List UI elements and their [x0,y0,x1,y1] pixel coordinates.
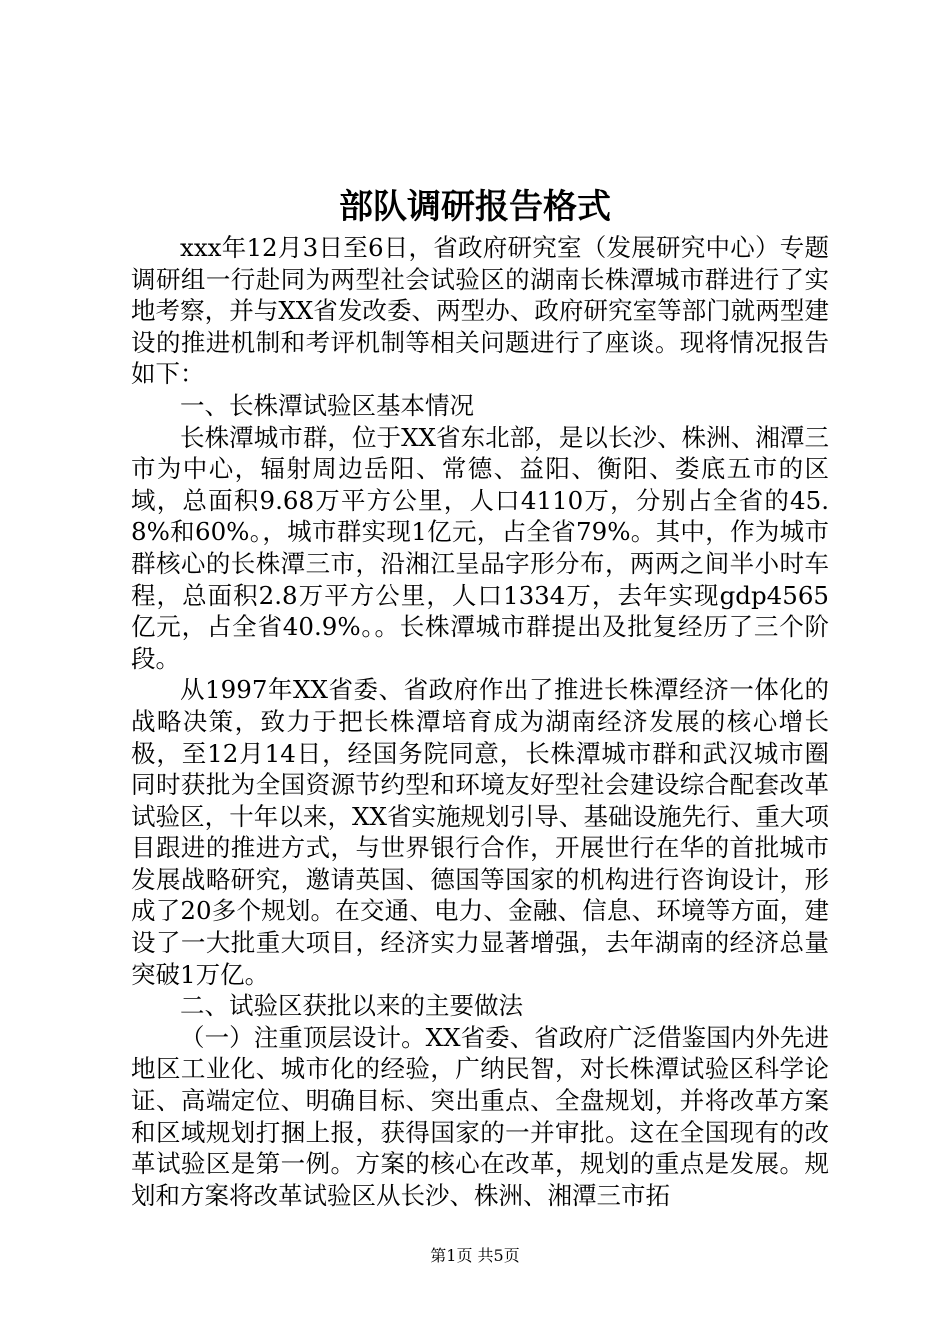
section-heading-1: 一、长株潭试验区基本情况 [180,390,474,420]
section-heading-2: 二、试验区获批以来的主要做法 [180,991,523,1021]
page-footer: 第1页 共5页 [430,1246,520,1265]
paragraph-overview: 长株潭城市群，位于XX省东北部，是以长沙、株洲、湘潭三市为中心，辐射周边岳阳、常德、益阳、衡阳、娄底五市的区域，总面积9.68万平方公里，人口4110万，分别占全省的45.8%和60%。，城市群实现1亿元，占全省79%。其中，作为城市群核心的长株潭三市，沿湘江呈品字形分布，两两之间半小时车程，总面积2.8万平方公里，人口1334万，去年实现gdp4565亿元，占全省40.9%。。长株潭城市群提出及批复经历了三个阶段。 [131,422,829,673]
paragraph-intro: xxx年12月3日至6日，省政府研究室（发展研究中心）专题调研组一行赴同为两型社会试验区的湖南长株潭城市群进行了实地考察，并与XX省发改委、两型办、政府研究室等部门就两型建设的推进机制和考评机制等相关问题进行了座谈。现将情况报告如下： [131,233,829,389]
document-title: 部队调研报告格式 [339,187,611,227]
paragraph-history: 从1997年XX省委、省政府作出了推进长株潭经济一体化的战略决策，致力于把长株潭培育成为湖南经济发展的核心增长极，至12月14日，经国务院同意，长株潭城市群和武汉城市圈同时获批为全国资源节约型和环境友好型社会建设综合配套改革试验区，十年以来，XX省实施规划引导、基础设施先行、重大项目跟进的推进方式，与世界银行合作，开展世行在华的首批城市发展战略研究，邀请英国、德国等国家的机构进行咨询设计，形成了20多个规划。在交通、电力、金融、信息、环境等方面，建设了一大批重大项目，经济实力显著增强，去年湖南的经济总量突破1万亿。 [131,675,829,989]
paragraph-top-design: （一）注重顶层设计。XX省委、省政府广泛借鉴国内外先进地区工业化、城市化的经验，广纳民智，对长株潭试验区科学论证、高端定位、明确目标、突出重点、全盘规划，并将改革方案和区域规划打捆上报，获得国家的一并审批。这在全国现有的改革试验区是第一例。方案的核心在改革，规划的重点是发展。规划和方案将改革试验区从长沙、株洲、湘潭三市拓 [131,1022,829,1210]
document-body [131,232,829,1211]
